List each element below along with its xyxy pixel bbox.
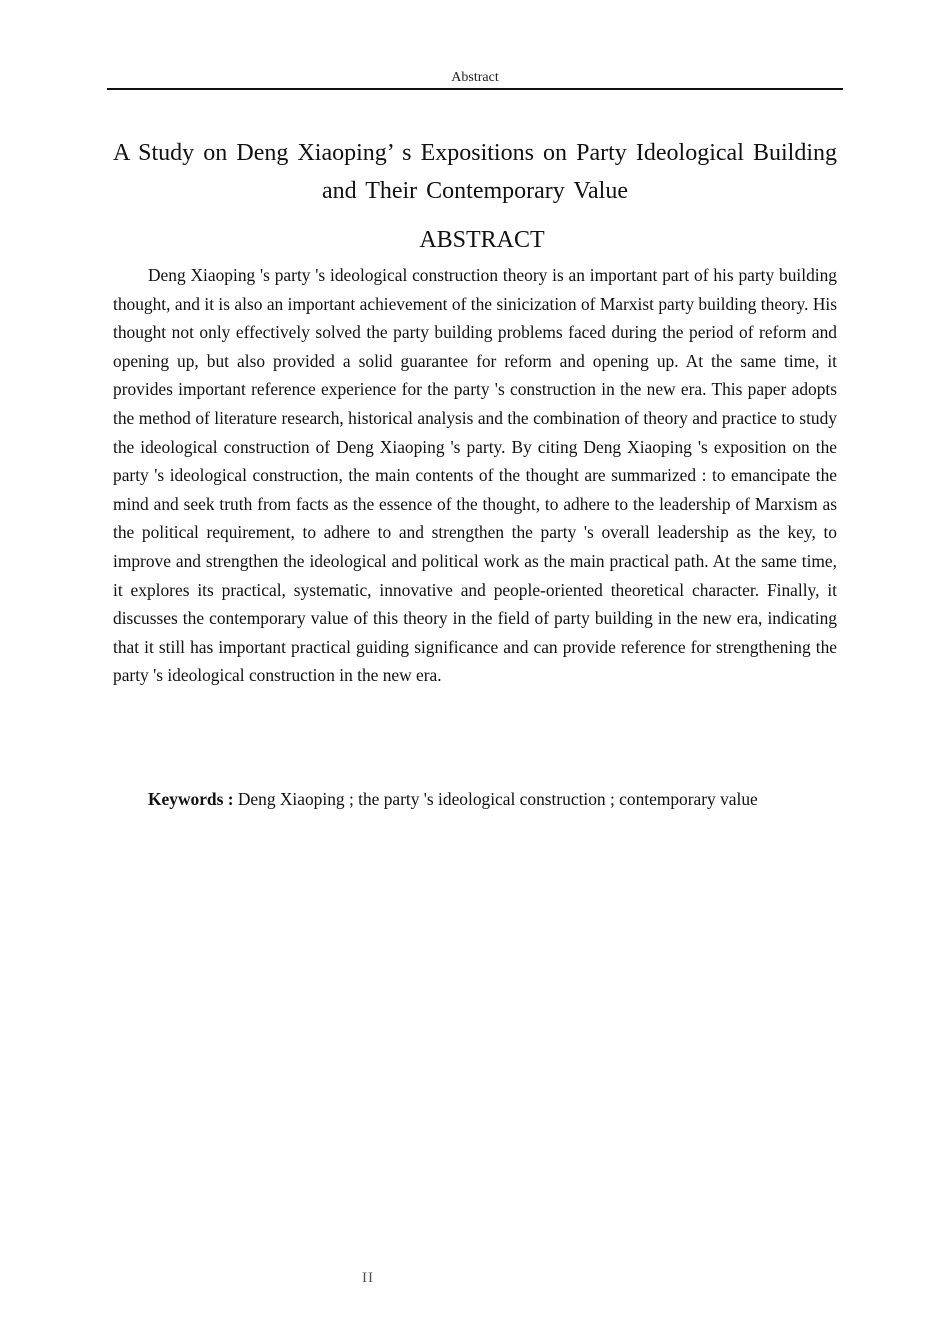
keywords-text: Deng Xiaoping ; the party 's ideological construction ; contemporary value <box>237 789 758 809</box>
running-header: Abstract <box>451 70 499 85</box>
keywords-paragraph <box>113 785 837 813</box>
paper-title: A Study on Deng Xiaoping’ s Expositions on Party Ideological Building and Their Contemporary Value <box>113 140 837 204</box>
abstract-body: Deng Xiaoping 's party 's ideological construction theory is an important part of his party building thought, and it is also an important achievement of the sinicization of Marxist party building theory. His thought not only effectively solved the party building problems faced during the period of reform and opening up, but also provided a solid guarantee for reform and opening up. At the same time, it provides important reference experience for the party 's construction in the new era. This paper adopts the method of literature research, historical analysis and the combination of theory and practice to study the ideological construction of Deng Xiaoping 's party. By citing Deng Xiaoping 's exposition on the party 's ideological construction, the main contents of the thought are summarized : to emancipate the mind and seek truth from facts as the essence of the thought, to adhere to the leadership of Marxism as the political requirement, to adhere to and strengthen the party 's overall leadership as the key, to improve and strengthen the ideological and political work as the main practical path. At the same time, it explores its practical, systematic, innovative and people-oriented theoretical character. Finally, it discusses the contemporary value of this theory in the field of party building in the new era, indicating that it still has important practical guiding significance and can provide reference for strengthening the party 's ideological construction in the new era. <box>113 265 837 686</box>
keywords-label: Keywords : <box>148 789 234 809</box>
abstract-heading: ABSTRACT <box>419 227 545 253</box>
page-number: II <box>362 1270 374 1286</box>
header-divider <box>107 88 843 90</box>
